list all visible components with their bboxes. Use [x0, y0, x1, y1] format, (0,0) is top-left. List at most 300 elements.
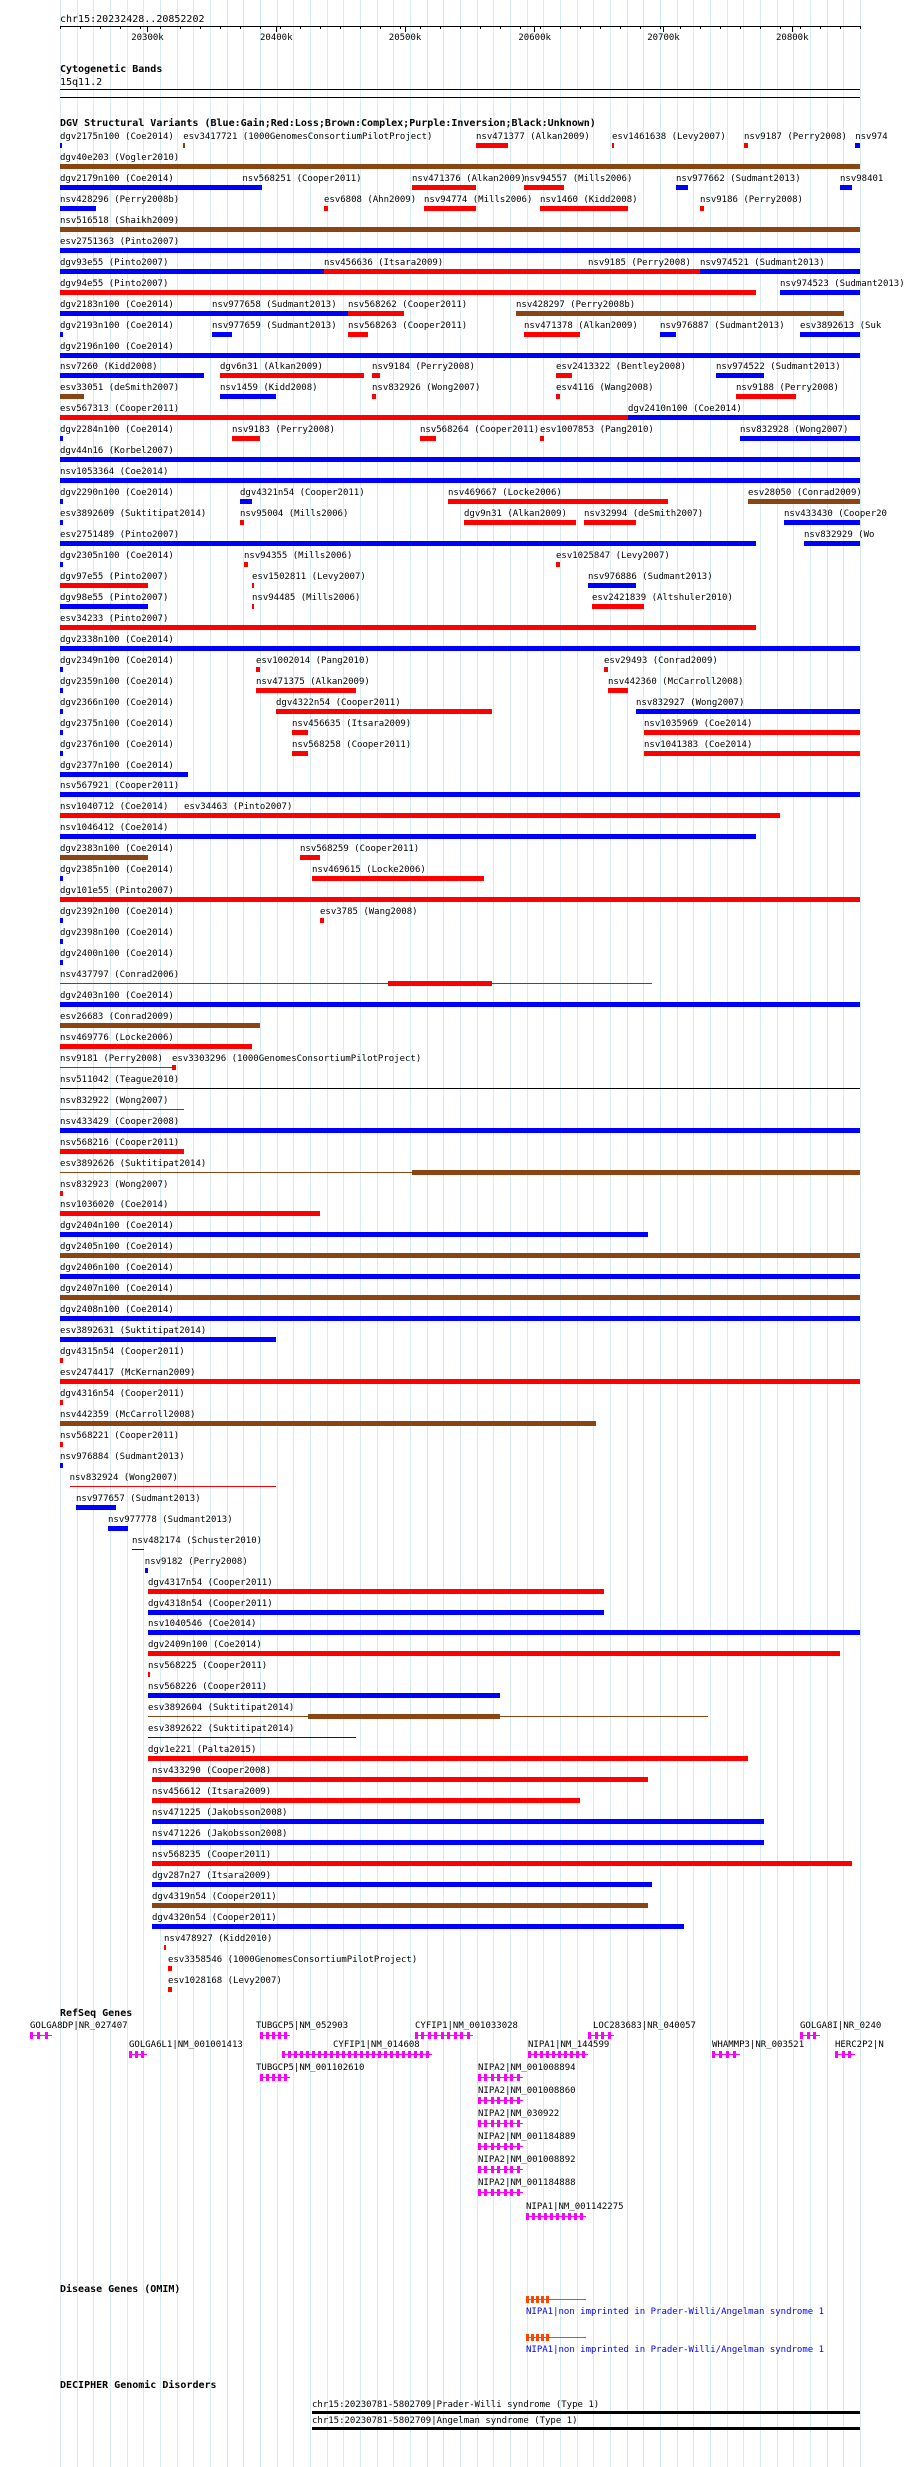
variant-label[interactable]: nsv974521 (Sudmant2013) [700, 257, 825, 268]
variant-bar[interactable] [300, 855, 320, 860]
variant-label[interactable]: nsv976886 (Sudmant2013) [588, 571, 713, 582]
gene-exon[interactable] [497, 2143, 500, 2150]
variant-bar[interactable] [60, 1421, 596, 1426]
gene-exon[interactable] [284, 2032, 287, 2039]
variant-bar[interactable] [60, 143, 62, 148]
variant-label[interactable]: dgv2375n100 (Coe2014) [60, 718, 174, 729]
variant-bar[interactable] [700, 206, 704, 211]
variant-label[interactable]: nsv976887 (Sudmant2013) [660, 320, 785, 331]
variant-bar[interactable] [740, 436, 860, 441]
omim-exon[interactable] [526, 2334, 529, 2341]
gene-label[interactable]: NIPA2|NM_001008892 [478, 2155, 576, 2165]
gene-exon[interactable] [37, 2032, 40, 2039]
gene-exon[interactable] [306, 2051, 309, 2058]
gene-label[interactable]: NIPA2|NM_001008894 [478, 2063, 576, 2073]
variant-bar[interactable] [60, 290, 756, 295]
variant-bar[interactable] [232, 436, 260, 441]
variant-bar[interactable] [700, 269, 860, 274]
variant-bar[interactable] [644, 730, 860, 735]
variant-bar[interactable] [612, 143, 614, 148]
gene-exon[interactable] [813, 2032, 816, 2039]
variant-label[interactable]: esv1028168 (Levy2007) [168, 1975, 282, 1986]
gene-exon[interactable] [484, 2166, 487, 2173]
variant-label[interactable]: dgv98e55 (Pinto2007) [60, 592, 169, 603]
omim-exon[interactable] [536, 2334, 539, 2341]
variant-bar[interactable] [172, 1065, 176, 1070]
variant-label[interactable]: nsv516518 (Shaikh2009) [60, 215, 180, 226]
variant-bar[interactable] [256, 688, 356, 693]
gene-exon[interactable] [534, 2051, 537, 2058]
gene-exon[interactable] [135, 2051, 138, 2058]
variant-bar[interactable] [256, 667, 260, 672]
variant-label[interactable]: nsv471376 (Alkan2009) [412, 173, 526, 184]
gene-exon[interactable] [552, 2051, 555, 2058]
gene-exon[interactable] [408, 2051, 411, 2058]
omim-gene-line[interactable] [526, 2299, 586, 2300]
gene-exon[interactable] [396, 2051, 399, 2058]
variant-label[interactable]: dgv2385n100 (Coe2014) [60, 865, 174, 876]
variant-bar[interactable] [183, 143, 185, 148]
variant-label[interactable]: nsv832926 (Wong2007) [372, 383, 481, 394]
variant-bar[interactable] [556, 394, 560, 399]
variant-label[interactable]: dgv4316n54 (Cooper2011) [60, 1389, 185, 1399]
variant-bar[interactable] [60, 1088, 860, 1089]
variant-bar[interactable] [716, 373, 764, 378]
variant-label[interactable]: nsv1035969 (Coe2014) [644, 718, 753, 729]
gene-label[interactable]: NIPA2|NM_030922 [478, 2109, 560, 2119]
variant-label[interactable]: esv2751363 (Pinto2007) [60, 236, 180, 247]
variant-label[interactable]: esv4116 (Wang2008) [556, 383, 654, 394]
variant-bar[interactable] [60, 394, 84, 399]
gene-exon[interactable] [478, 2143, 481, 2150]
variant-bar[interactable] [168, 1966, 172, 1971]
variant-label[interactable]: dgv2359n100 (Coe2014) [60, 676, 174, 687]
gene-exon[interactable] [366, 2051, 369, 2058]
variant-bar[interactable] [152, 1777, 648, 1782]
variant-bar[interactable] [184, 813, 780, 818]
variant-bar[interactable] [148, 1610, 604, 1615]
variant-label[interactable]: nsv9188 (Perry2008) [736, 383, 839, 394]
variant-bar[interactable] [70, 1486, 276, 1487]
variant-label[interactable]: nsv98401 [840, 173, 884, 184]
variant-bar[interactable] [148, 1589, 604, 1594]
variant-label[interactable]: dgv2284n100 (Coe2014) [60, 425, 174, 436]
variant-label[interactable]: dgv4320n54 (Cooper2011) [152, 1912, 277, 1923]
variant-label[interactable]: nsv471377 (Alkan2009) [476, 132, 590, 142]
variant-label[interactable]: esv3892604 (Suktitipat2014) [148, 1703, 295, 1714]
variant-bar[interactable] [60, 499, 63, 504]
variant-bar[interactable] [148, 1672, 150, 1677]
omim-label[interactable]: NIPA1|non imprinted in Prader-Willi/Angelman syndrome 1 [526, 2345, 825, 2355]
omim-exon[interactable] [541, 2334, 544, 2341]
variant-label[interactable]: esv3892631 (Suktitipat2014) [60, 1326, 207, 1337]
gene-exon[interactable] [294, 2051, 297, 2058]
variant-bar[interactable] [220, 394, 276, 399]
gene-exon[interactable] [278, 2074, 281, 2081]
variant-label[interactable]: nsv94355 (Mills2006) [244, 551, 353, 561]
gene-exon[interactable] [478, 2120, 481, 2127]
variant-bar[interactable] [604, 667, 608, 672]
variant-label[interactable]: dgv2305n100 (Coe2014) [60, 551, 174, 561]
gene-exon[interactable] [460, 2032, 463, 2039]
variant-bar[interactable] [212, 311, 348, 316]
gene-label[interactable]: LOC283683|NR_040057 [593, 2021, 696, 2031]
variant-bar[interactable] [60, 1274, 860, 1279]
variant-bar[interactable] [60, 1023, 260, 1028]
variant-label[interactable]: dgv2398n100 (Coe2014) [60, 928, 174, 939]
gene-exon[interactable] [556, 2213, 559, 2220]
variant-bar[interactable] [60, 1172, 412, 1173]
variant-label[interactable]: nsv832923 (Wong2007) [60, 1179, 169, 1190]
variant-label[interactable]: nsv442359 (McCarroll2008) [60, 1409, 196, 1420]
variant-label[interactable]: dgv2183n100 (Coe2014) [60, 299, 174, 310]
variant-bar[interactable] [60, 604, 148, 609]
variant-label[interactable]: esv2474417 (McKernan2009) [60, 1368, 196, 1379]
variant-bar[interactable] [60, 730, 63, 735]
variant-label[interactable]: nsv974522 (Sudmant2013) [716, 362, 841, 373]
variant-label[interactable]: nsv469667 (Locke2006) [448, 488, 562, 499]
variant-label[interactable]: dgv101e55 (Pinto2007) [60, 886, 174, 897]
variant-label[interactable]: dgv2406n100 (Coe2014) [60, 1263, 174, 1274]
gene-exon[interactable] [384, 2051, 387, 2058]
variant-bar[interactable] [60, 248, 860, 253]
variant-label[interactable]: esv1461638 (Levy2007) [612, 132, 726, 142]
gene-label[interactable]: WHAMMP3|NR_003521 [712, 2040, 805, 2050]
gene-exon[interactable] [510, 2189, 513, 2196]
variant-label[interactable]: nsv568264 (Cooper2011) [420, 425, 540, 436]
variant-label[interactable]: dgv4319n54 (Cooper2011) [152, 1891, 277, 1902]
gene-exon[interactable] [562, 2213, 565, 2220]
variant-bar[interactable] [588, 583, 636, 588]
decipher-bar[interactable] [312, 2411, 860, 2414]
gene-exon[interactable] [478, 2166, 481, 2173]
variant-bar[interactable] [60, 897, 860, 902]
gene-label[interactable]: CYFIP1|NM_014608 [333, 2040, 420, 2050]
omim-exon[interactable] [536, 2296, 539, 2303]
variant-label[interactable]: dgv2407n100 (Coe2014) [60, 1284, 174, 1295]
variant-label[interactable]: dgv2405n100 (Coe2014) [60, 1242, 174, 1253]
gene-exon[interactable] [504, 2074, 507, 2081]
gene-exon[interactable] [336, 2051, 339, 2058]
variant-bar[interactable] [736, 394, 796, 399]
variant-bar[interactable] [500, 1716, 708, 1717]
variant-bar[interactable] [212, 332, 232, 337]
variant-label[interactable]: dgv9n31 (Alkan2009) [464, 509, 567, 520]
gene-exon[interactable] [484, 2143, 487, 2150]
variant-bar[interactable] [60, 1191, 63, 1196]
gene-label[interactable]: TUBGCP5|NM_001102610 [256, 2063, 365, 2073]
gene-exon[interactable] [426, 2051, 429, 2058]
variant-label[interactable]: esv28050 (Conrad2009) [748, 488, 862, 499]
variant-label[interactable]: nsv568216 (Cooper2011) [60, 1137, 180, 1148]
variant-bar[interactable] [148, 1651, 840, 1656]
gene-exon[interactable] [141, 2051, 144, 2058]
variant-label[interactable]: dgv2383n100 (Coe2014) [60, 844, 174, 855]
variant-bar[interactable] [312, 876, 484, 881]
variant-label[interactable]: esv3785 (Wang2008) [320, 907, 418, 918]
variant-label[interactable]: nsv9187 (Perry2008) [744, 132, 847, 142]
variant-label[interactable]: nsv1460 (Kidd2008) [540, 194, 638, 205]
variant-label[interactable]: dgv4318n54 (Cooper2011) [148, 1598, 273, 1609]
gene-exon[interactable] [504, 2097, 507, 2104]
variant-bar[interactable] [372, 373, 380, 378]
variant-bar[interactable] [348, 311, 404, 316]
variant-bar[interactable] [60, 164, 860, 169]
gene-exon[interactable] [568, 2213, 571, 2220]
variant-bar[interactable] [840, 185, 852, 190]
variant-bar[interactable] [60, 772, 188, 777]
variant-label[interactable]: dgv2400n100 (Coe2014) [60, 949, 174, 960]
variant-label[interactable]: nsv974523 (Sudmant2013) [780, 278, 905, 289]
variant-bar[interactable] [152, 1882, 652, 1887]
omim-exon[interactable] [546, 2334, 549, 2341]
variant-bar[interactable] [744, 143, 748, 148]
variant-label[interactable]: dgv4317n54 (Cooper2011) [148, 1577, 273, 1588]
gene-label[interactable]: GOLGA6L1|NM_001001413 [129, 2040, 243, 2050]
variant-bar[interactable] [348, 332, 368, 337]
gene-exon[interactable] [504, 2166, 507, 2173]
variant-label[interactable]: nsv1036020 (Coe2014) [60, 1200, 169, 1211]
variant-bar[interactable] [240, 520, 244, 525]
variant-label[interactable]: nsv442360 (McCarroll2008) [608, 676, 744, 687]
gene-exon[interactable] [467, 2032, 470, 2039]
variant-label[interactable]: dgv4322n54 (Cooper2011) [276, 697, 401, 708]
gene-exon[interactable] [497, 2189, 500, 2196]
variant-bar[interactable] [60, 1067, 172, 1068]
variant-label[interactable]: nsv977659 (Sudmant2013) [212, 320, 337, 331]
variant-bar[interactable] [464, 520, 576, 525]
variant-label[interactable]: dgv2377n100 (Coe2014) [60, 760, 174, 771]
gene-exon[interactable] [484, 2120, 487, 2127]
gene-exon[interactable] [504, 2189, 507, 2196]
gene-label[interactable]: NIPA1|NM_001142275 [526, 2202, 624, 2212]
variant-label[interactable]: nsv977658 (Sudmant2013) [212, 299, 337, 310]
variant-bar[interactable] [800, 332, 860, 337]
gene-exon[interactable] [538, 2213, 541, 2220]
variant-bar[interactable] [60, 373, 204, 378]
variant-bar[interactable] [424, 206, 476, 211]
variant-label[interactable]: dgv97e55 (Pinto2007) [60, 571, 169, 582]
variant-bar[interactable] [60, 688, 63, 693]
variant-bar[interactable] [412, 1170, 860, 1175]
variant-label[interactable]: nsv832929 (Wo [804, 530, 875, 541]
gene-exon[interactable] [712, 2051, 715, 2058]
gene-exon[interactable] [420, 2051, 423, 2058]
variant-bar[interactable] [148, 1630, 860, 1635]
omim-exon[interactable] [531, 2334, 534, 2341]
variant-label[interactable]: dgv2349n100 (Coe2014) [60, 655, 174, 666]
variant-bar[interactable] [540, 206, 628, 211]
variant-bar[interactable] [60, 1337, 276, 1342]
gene-exon[interactable] [733, 2051, 736, 2058]
variant-bar[interactable] [644, 751, 860, 756]
gene-exon[interactable] [848, 2051, 851, 2058]
gene-exon[interactable] [288, 2051, 291, 2058]
variant-label[interactable]: nsv568263 (Cooper2011) [348, 320, 468, 331]
gene-exon[interactable] [434, 2032, 437, 2039]
variant-label[interactable]: nsv567921 (Cooper2011) [60, 781, 180, 792]
variant-label[interactable]: esv1002014 (Pang2010) [256, 655, 370, 666]
variant-bar[interactable] [556, 373, 572, 378]
variant-label[interactable]: esv34233 (Pinto2007) [60, 613, 169, 624]
gene-intron-line[interactable] [835, 2054, 855, 2055]
variant-label[interactable]: nsv437797 (Conrad2006) [60, 970, 180, 980]
variant-bar[interactable] [60, 185, 242, 190]
variant-bar[interactable] [60, 939, 63, 944]
gene-label[interactable]: HERC2P2|N [835, 2040, 884, 2050]
variant-label[interactable]: nsv568259 (Cooper2011) [300, 844, 420, 855]
omim-exon[interactable] [541, 2296, 544, 2303]
variant-label[interactable]: nsv9182 (Perry2008) [144, 1556, 248, 1567]
variant-label[interactable]: esv6808 (Ahn2009) [324, 194, 417, 205]
variant-bar[interactable] [292, 751, 308, 756]
variant-label[interactable]: esv29493 (Conrad2009) [604, 655, 718, 666]
omim-gene-line[interactable] [526, 2337, 586, 2338]
variant-label[interactable]: nsv471375 (Alkan2009) [256, 676, 370, 687]
variant-label[interactable]: dgv2366n100 (Coe2014) [60, 697, 174, 708]
variant-label[interactable]: nsv482174 (Schuster2010) [132, 1535, 263, 1546]
variant-label[interactable]: nsv1040712 (Coe2014) [60, 802, 169, 813]
variant-bar[interactable] [608, 688, 628, 693]
variant-label[interactable]: esv3892626 (Suktitipat2014) [60, 1158, 207, 1169]
variant-label[interactable]: nsv1053364 (Coe2014) [60, 467, 169, 478]
gene-exon[interactable] [504, 2120, 507, 2127]
decipher-bar[interactable] [312, 2427, 860, 2430]
variant-label[interactable]: nsv469615 (Locke2006) [312, 865, 426, 876]
variant-bar[interactable] [60, 792, 860, 797]
variant-bar[interactable] [60, 1253, 860, 1258]
variant-bar[interactable] [168, 1987, 172, 1992]
gene-exon[interactable] [478, 2097, 481, 2104]
variant-label[interactable]: nsv832927 (Wong2007) [636, 697, 745, 708]
gene-exon[interactable] [454, 2032, 457, 2039]
gene-exon[interactable] [807, 2032, 810, 2039]
variant-label[interactable]: dgv44n16 (Korbel2007) [60, 446, 174, 457]
variant-bar[interactable] [320, 918, 324, 923]
variant-bar[interactable] [60, 1400, 63, 1405]
variant-bar[interactable] [60, 751, 63, 756]
gene-exon[interactable] [278, 2032, 281, 2039]
variant-label[interactable]: esv2751489 (Pinto2007) [60, 530, 180, 541]
variant-label[interactable]: esv1025847 (Levy2007) [556, 551, 670, 561]
gene-exon[interactable] [360, 2051, 363, 2058]
gene-exon[interactable] [324, 2051, 327, 2058]
variant-label[interactable]: nsv433290 (Cooper2008) [152, 1766, 272, 1777]
gene-exon[interactable] [330, 2051, 333, 2058]
gene-intron-line[interactable] [800, 2035, 820, 2036]
variant-bar[interactable] [748, 499, 860, 504]
variant-bar[interactable] [240, 499, 252, 504]
gene-exon[interactable] [546, 2051, 549, 2058]
variant-bar[interactable] [60, 709, 63, 714]
variant-label[interactable]: nsv511042 (Teague2010) [60, 1074, 180, 1085]
gene-exon[interactable] [526, 2213, 529, 2220]
variant-bar[interactable] [516, 311, 844, 316]
variant-bar[interactable] [60, 478, 860, 483]
variant-label[interactable]: esv3303296 (1000GenomesConsortiumPilotProject) [172, 1053, 422, 1064]
variant-label[interactable]: dgv1e221 (Palta2015) [148, 1745, 257, 1756]
gene-exon[interactable] [484, 2097, 487, 2104]
variant-label[interactable]: nsv9181 (Perry2008) [60, 1053, 163, 1064]
variant-bar[interactable] [252, 604, 254, 609]
gene-exon[interactable] [441, 2032, 444, 2039]
variant-bar[interactable] [60, 1379, 860, 1384]
variant-label[interactable]: nsv9186 (Perry2008) [700, 194, 803, 205]
gene-exon[interactable] [428, 2032, 431, 2039]
variant-bar[interactable] [76, 1505, 116, 1510]
variant-bar[interactable] [780, 290, 860, 295]
decipher-label[interactable]: chr15:20230781-5802709|Angelman syndrome (Type 1) [312, 2416, 578, 2426]
variant-bar[interactable] [132, 1549, 144, 1550]
gene-exon[interactable] [726, 2051, 729, 2058]
variant-bar[interactable] [855, 143, 860, 148]
gene-exon[interactable] [528, 2051, 531, 2058]
variant-bar[interactable] [244, 562, 248, 567]
variant-label[interactable]: dgv2376n100 (Coe2014) [60, 739, 174, 750]
variant-label[interactable]: dgv93e55 (Pinto2007) [60, 257, 169, 268]
variant-bar[interactable] [60, 1295, 860, 1300]
variant-bar[interactable] [60, 1358, 63, 1363]
gene-exon[interactable] [354, 2051, 357, 2058]
variant-bar[interactable] [556, 562, 560, 567]
variant-bar[interactable] [540, 436, 544, 441]
variant-label[interactable]: dgv2193n100 (Coe2014) [60, 320, 174, 331]
variant-bar[interactable] [60, 436, 63, 441]
variant-label[interactable]: nsv977662 (Sudmant2013) [676, 173, 801, 184]
variant-label[interactable]: nsv469776 (Locke2006) [60, 1032, 174, 1043]
variant-label[interactable]: dgv4321n54 (Cooper2011) [240, 488, 365, 499]
gene-exon[interactable] [484, 2189, 487, 2196]
variant-label[interactable]: dgv94e55 (Pinto2007) [60, 278, 169, 289]
gene-exon[interactable] [497, 2166, 500, 2173]
variant-label[interactable]: nsv977657 (Sudmant2013) [76, 1493, 201, 1504]
variant-bar[interactable] [60, 562, 63, 567]
variant-bar[interactable] [676, 185, 688, 190]
variant-label[interactable]: dgv6n31 (Alkan2009) [220, 362, 323, 373]
gene-exon[interactable] [608, 2032, 611, 2039]
variant-label[interactable]: dgv2196n100 (Coe2014) [60, 341, 174, 352]
variant-bar[interactable] [592, 604, 644, 609]
gene-label[interactable]: NIPA2|NM_001008860 [478, 2086, 576, 2096]
variant-label[interactable]: dgv2403n100 (Coe2014) [60, 990, 174, 1001]
gene-exon[interactable] [510, 2120, 513, 2127]
gene-exon[interactable] [414, 2051, 417, 2058]
variant-bar[interactable] [60, 625, 756, 630]
gene-exon[interactable] [348, 2051, 351, 2058]
variant-label[interactable]: dgv4315n54 (Cooper2011) [60, 1347, 185, 1358]
variant-core-bar[interactable] [388, 981, 492, 986]
variant-bar[interactable] [148, 1737, 356, 1738]
variant-label[interactable]: esv33051 (deSmith2007) [60, 383, 180, 394]
gene-exon[interactable] [497, 2074, 500, 2081]
variant-bar[interactable] [148, 1756, 748, 1761]
variant-label[interactable]: nsv456636 (Itsara2009) [324, 257, 444, 268]
variant-label[interactable]: esv3892622 (Suktitipat2014) [148, 1724, 295, 1735]
variant-bar[interactable] [60, 1044, 252, 1049]
variant-bar[interactable] [60, 960, 63, 965]
variant-label[interactable]: nsv94557 (Mills2006) [524, 173, 633, 184]
variant-label[interactable]: nsv433429 (Cooper2008) [60, 1116, 180, 1127]
variant-label[interactable]: dgv2338n100 (Coe2014) [60, 634, 174, 645]
variant-bar[interactable] [60, 876, 63, 881]
variant-bar[interactable] [308, 1714, 500, 1719]
gene-exon[interactable] [491, 2074, 494, 2081]
variant-label[interactable]: nsv428296 (Perry2008b) [60, 194, 180, 205]
variant-bar[interactable] [60, 983, 652, 984]
gene-exon[interactable] [510, 2097, 513, 2104]
variant-bar[interactable] [60, 646, 860, 651]
variant-bar[interactable] [804, 541, 860, 546]
